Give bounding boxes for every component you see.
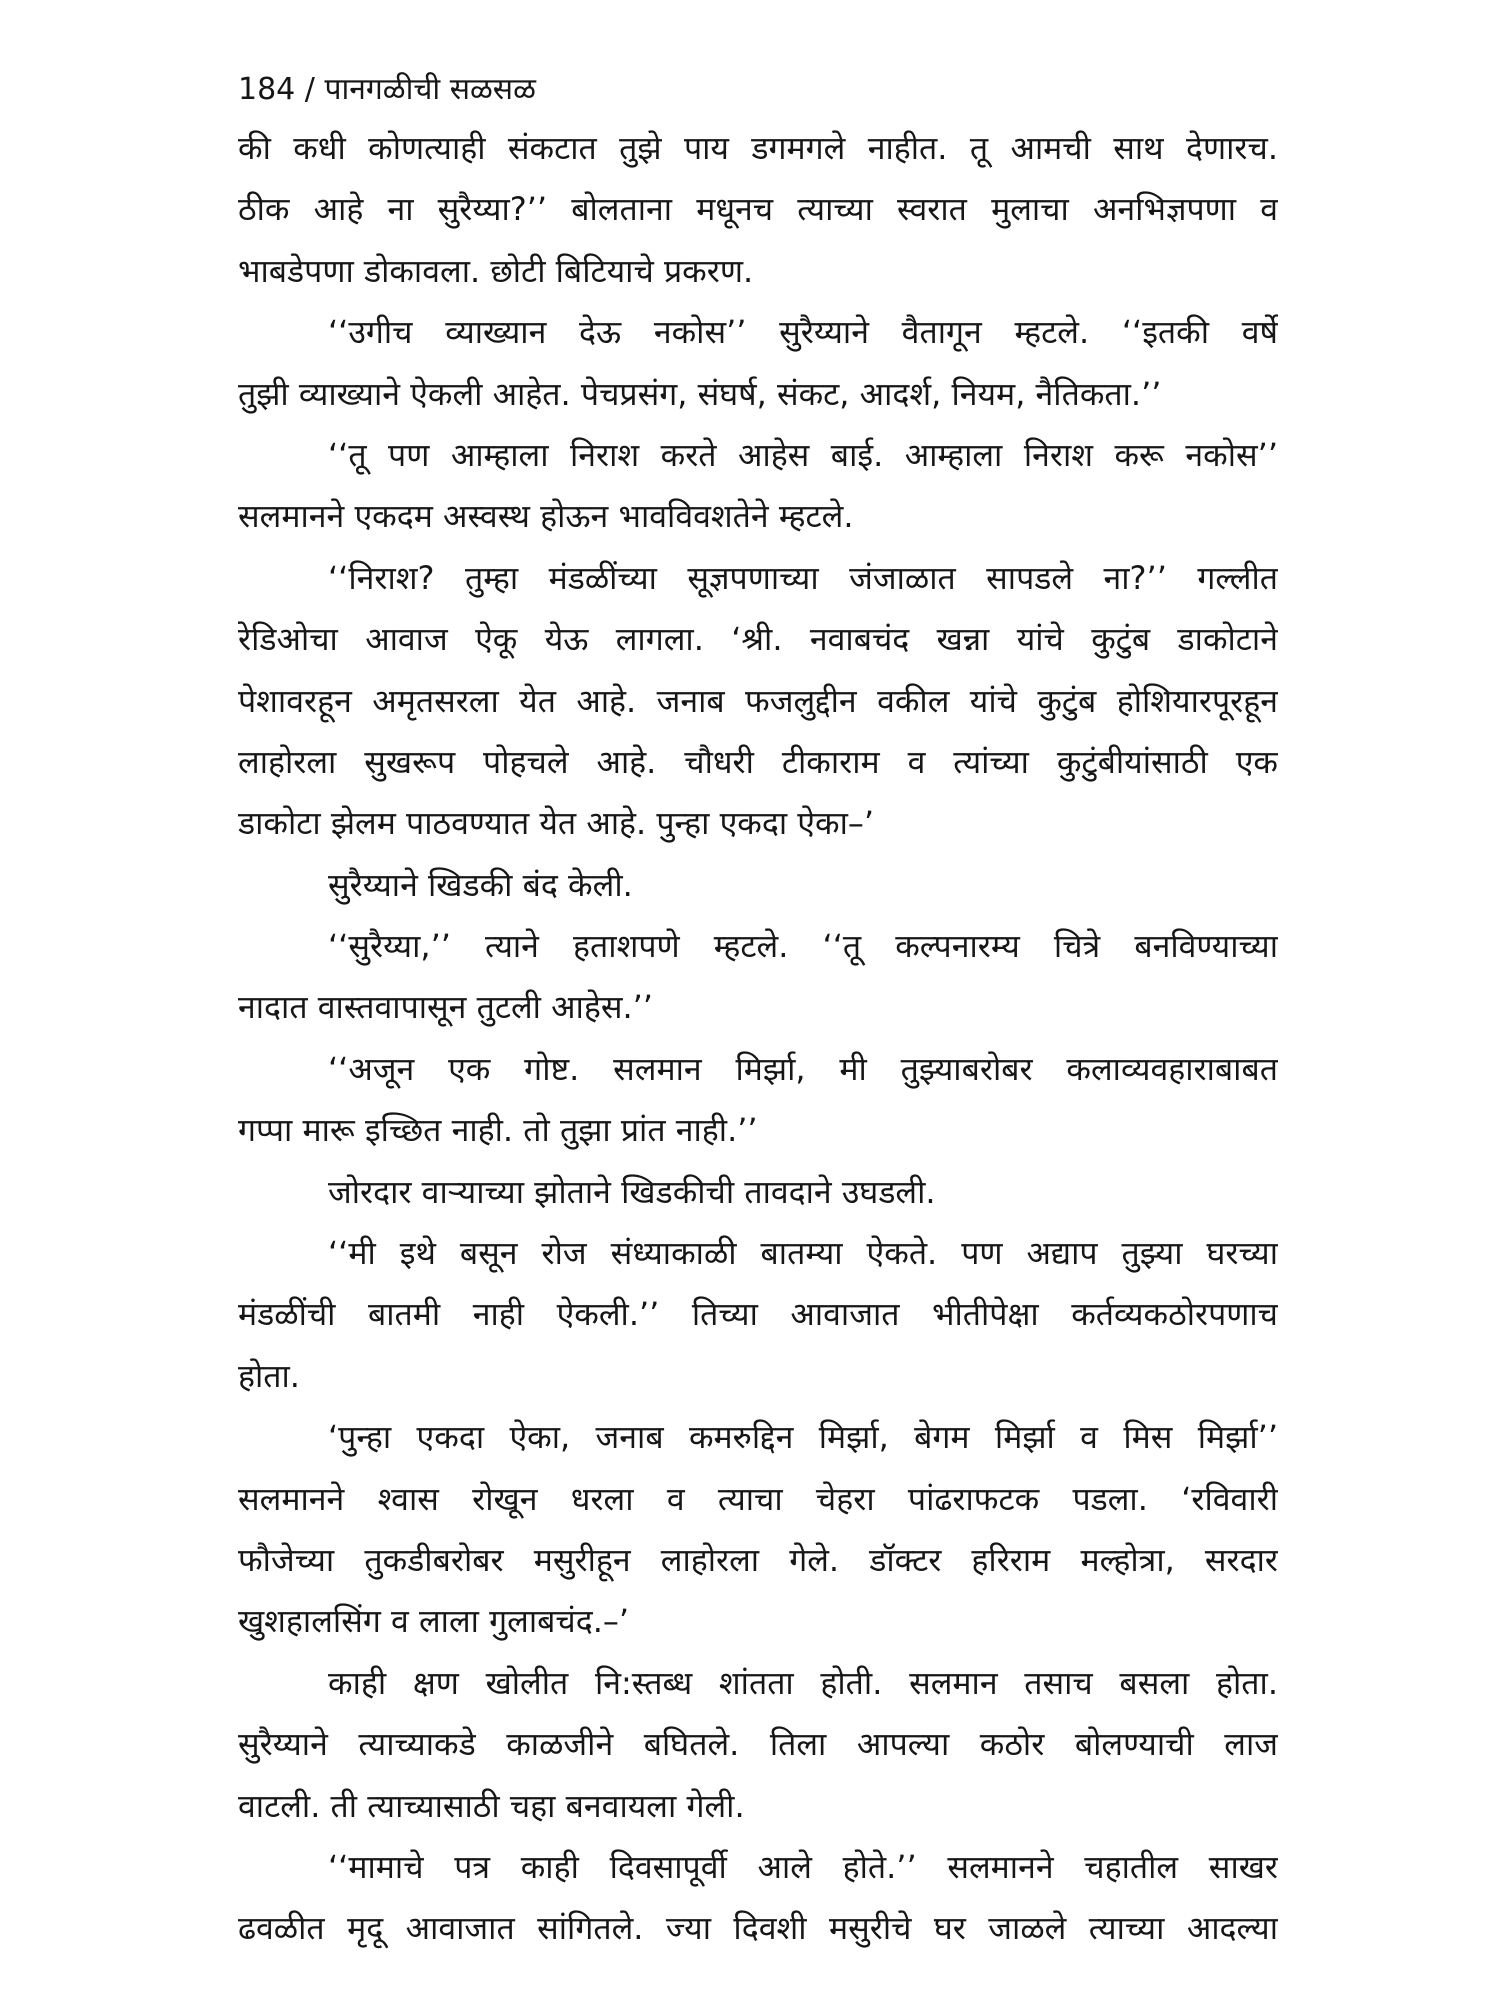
- text-line: की कधी कोणत्याही संकटात तुझे पाय डगमगले नाहीत. तू आमची साथ देणारच.: [238, 129, 1278, 167]
- text-line: ‘‘मामाचे पत्र काही दिवसापूर्वी आले होते.’’ सलमानने चहातील साखर: [328, 1847, 1278, 1886]
- text-line: सुरैय्याने त्याच्याकडे काळजीने बघितले. तिला आपल्या कठोर बोलण्याची लाज: [238, 1725, 1278, 1764]
- text-line: सलमानने श्वास रोखून धरला व त्याचा चेहरा पांढराफटक पडला. ‘रविवारी: [238, 1479, 1278, 1518]
- text-line: भाबडेपणा डोकावला. छोटी बिटियाचे प्रकरण.: [238, 251, 754, 290]
- body-text: [238, 118, 1278, 1960]
- text-line: काही क्षण खोलीत नि:स्तब्ध शांतता होती. सलमान तसाच बसला होता.: [328, 1663, 1278, 1702]
- text-line: होता.: [238, 1356, 300, 1395]
- text-line: खुशहालसिंग व लाला गुलाबचंद.–’: [238, 1602, 630, 1641]
- text-line: ‘‘उगीच व्याख्यान देऊ नकोस’’ सुरैय्याने वैतागून म्हटले. ‘‘इतकी वर्षे: [328, 313, 1278, 352]
- text-line: ढवळीत मृदू आवाजात सांगितले. ज्या दिवशी मसुरीचे घर जाळले त्याच्या आदल्या: [238, 1909, 1278, 1948]
- book-page: [238, 70, 1278, 1960]
- text-line: सलमानने एकदम अस्वस्थ होऊन भावविवशतेने म्हटले.: [238, 497, 854, 536]
- text-line: फौजेच्या तुकडीबरोबर मसुरीहून लाहोरला गेले. डॉक्टर हरिराम मल्होत्रा, सरदार: [238, 1540, 1278, 1579]
- text-line: रेडिओचा आवाज ऐकू येऊ लागला. ‘श्री. नवाबचंद खन्ना यांचे कुटुंब डाकोटाने: [238, 620, 1278, 659]
- text-line: डाकोटा झेलम पाठवण्यात येत आहे. पुन्हा एकदा ऐका–’: [238, 804, 875, 843]
- text-line: वाटली. ती त्याच्यासाठी चहा बनवायला गेली.: [238, 1786, 745, 1825]
- text-line: गप्पा मारू इच्छित नाही. तो तुझा प्रांत नाही.’’: [238, 1111, 758, 1150]
- text-line: ‘पुन्हा एकदा ऐका, जनाब कमरुद्दिन मिर्झा, बेगम मिर्झा व मिस मिर्झा’’: [328, 1418, 1278, 1457]
- text-line: तुझी व्याख्याने ऐकली आहेत. पेचप्रसंग, संघर्ष, संकट, आदर्श, नियम, नैतिकता.’’: [238, 374, 1162, 413]
- running-head: 184 / पानगळीची सळसळ: [238, 72, 536, 107]
- text-line: ‘‘अजून एक गोष्ट. सलमान मिर्झा, मी तुझ्याबरोबर कलाव्यवहाराबाबत: [328, 1049, 1278, 1088]
- text-line: ‘‘सुरैय्या,’’ त्याने हताशपणे म्हटले. ‘‘तू कल्पनारम्य चित्रे बनविण्याच्या: [328, 927, 1278, 966]
- text-line: पेशावरहून अमृतसरला येत आहे. जनाब फजलुद्दीन वकील यांचे कुटुंब होशियारपूरहून: [238, 681, 1278, 720]
- text-line: ‘‘निराश? तुम्हा मंडळींच्या सूज्ञपणाच्या जंजाळात सापडले ना?’’ गल्लीत: [328, 558, 1278, 597]
- text-line: ‘‘तू पण आम्हाला निराश करते आहेस बाई. आम्हाला निराश करू नकोस’’: [328, 435, 1278, 474]
- text-line: सुरैय्याने खिडकी बंद केली.: [328, 865, 633, 904]
- text-line: नादात वास्तवापासून तुटली आहेस.’’: [238, 988, 653, 1027]
- text-line: ठीक आहे ना सुरैय्या?’’ बोलताना मधूनच त्याच्या स्वरात मुलाचा अनभिज्ञपणा व: [238, 190, 1278, 229]
- text-line: लाहोरला सुखरूप पोहचले आहे. चौधरी टीकाराम व त्यांच्या कुटुंबीयांसाठी एक: [238, 742, 1278, 781]
- text-line: मंडळींची बातमी नाही ऐकली.’’ तिच्या आवाजात भीतीपेक्षा कर्तव्यकठोरपणाच: [238, 1295, 1278, 1334]
- text-line: जोरदार वाऱ्याच्या झोताने खिडकीची तावदाने उघडली.: [328, 1172, 936, 1211]
- text-line: ‘‘मी इथे बसून रोज संध्याकाळी बातम्या ऐकते. पण अद्याप तुझ्या घरच्या: [328, 1234, 1278, 1273]
